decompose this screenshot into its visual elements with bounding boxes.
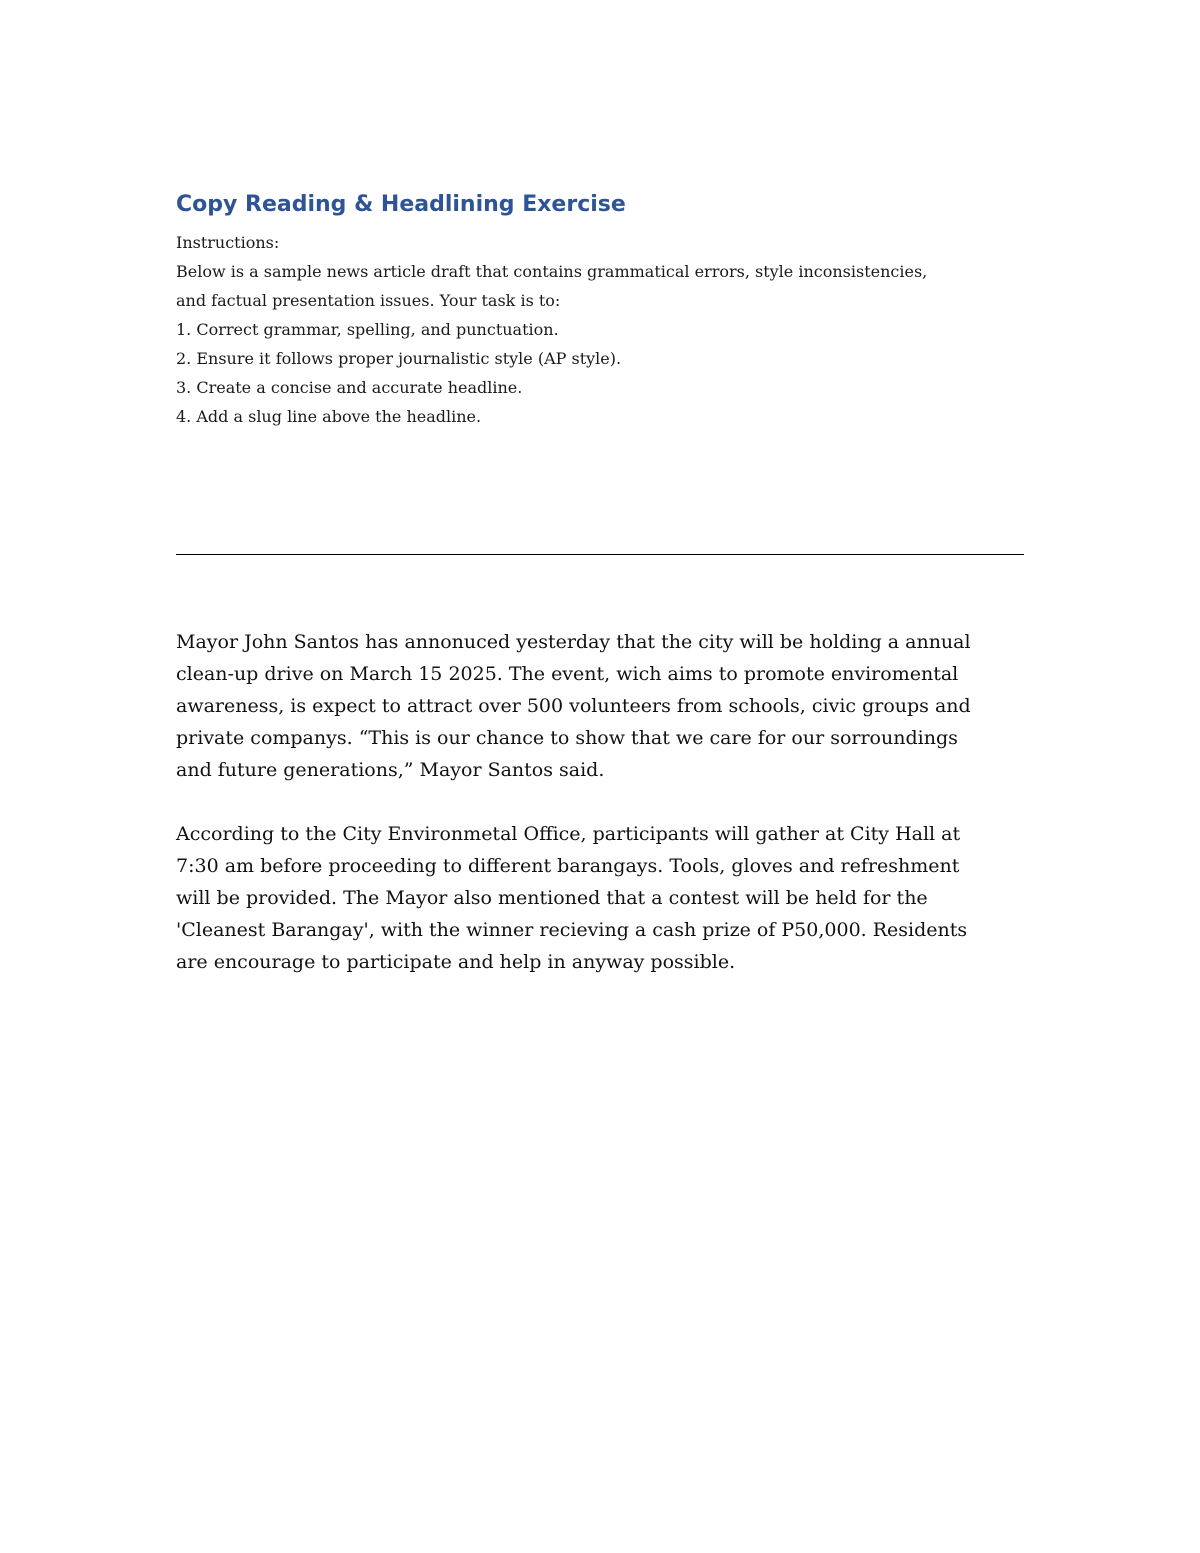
document-title: Copy Reading & Headlining Exercise bbox=[176, 192, 626, 217]
instructions-intro-line: Below is a sample news article draft that contains grammatical errors, style inconsistencies, bbox=[176, 262, 928, 281]
horizontal-divider bbox=[176, 554, 1024, 555]
instructions-block bbox=[176, 228, 1036, 431]
article-line: 'Cleanest Barangay', with the winner recieving a cash prize of P50,000. Residents bbox=[176, 919, 968, 941]
article-line: clean-up drive on March 15 2025. The event, wich aims to promote enviromental bbox=[176, 663, 959, 685]
article-line: awareness, is expect to attract over 500 volunteers from schools, civic groups and bbox=[176, 695, 971, 717]
article-line: will be provided. The Mayor also mentioned that a contest will be held for the bbox=[176, 887, 928, 909]
article-line: Mayor John Santos has annonuced yesterday that the city will be holding a annual bbox=[176, 631, 971, 653]
task-item: 4. Add a slug line above the headline. bbox=[176, 407, 482, 426]
task-item: 2. Ensure it follows proper journalistic style (AP style). bbox=[176, 349, 622, 368]
article-line: are encourage to participate and help in anyway possible. bbox=[176, 951, 736, 973]
article-paragraph-2 bbox=[176, 818, 1036, 978]
instructions-label: Instructions: bbox=[176, 233, 280, 252]
task-item: 1. Correct grammar, spelling, and punctuation. bbox=[176, 320, 559, 339]
task-item: 3. Create a concise and accurate headline. bbox=[176, 378, 523, 397]
article-line: and future generations,” Mayor Santos said. bbox=[176, 759, 605, 781]
article-line: According to the City Environmetal Office, participants will gather at City Hall at bbox=[176, 823, 961, 845]
article-draft bbox=[176, 626, 1036, 1010]
article-line: private companys. “This is our chance to show that we care for our sorroundings bbox=[176, 727, 958, 749]
article-line: 7:30 am before proceeding to different barangays. Tools, gloves and refreshment bbox=[176, 855, 960, 877]
article-paragraph-1 bbox=[176, 626, 1036, 786]
instructions-intro-line: and factual presentation issues. Your task is to: bbox=[176, 291, 561, 310]
